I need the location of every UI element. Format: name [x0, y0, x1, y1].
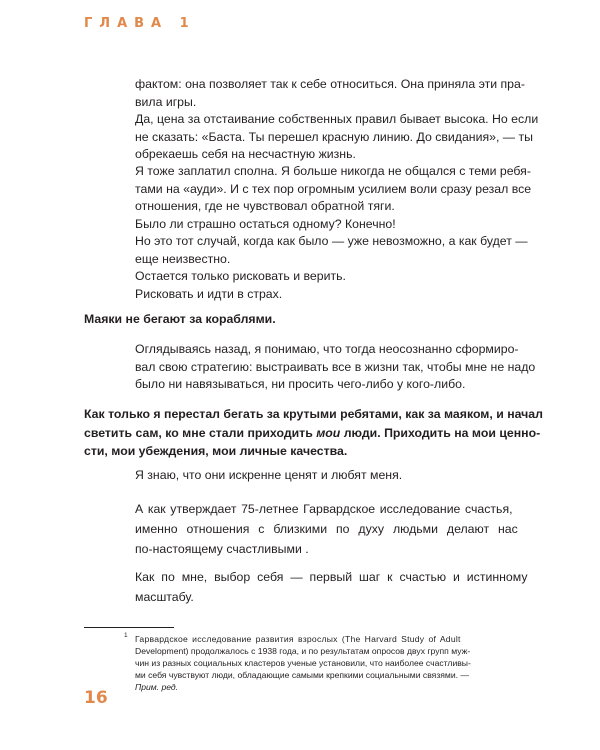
bold-line: сти, мои убеждения, мои личные качества.	[84, 444, 348, 458]
text-line: Как по мне, выбор себя — первый шаг к счастью и истинному	[135, 570, 528, 584]
footnote-marker: 1	[124, 632, 128, 639]
paragraph-5	[135, 499, 518, 559]
bold-quote-block	[84, 405, 543, 461]
paragraph-1	[135, 76, 539, 164]
paragraph-6	[135, 567, 528, 607]
paragraph-4	[135, 467, 515, 485]
text-line: было ни навязываться, ни просить чего-либо у кого-либо.	[135, 377, 466, 391]
footnote-divider	[84, 627, 174, 628]
footnote-line: Development) продолжалось с 1938 года, и по результатам опросов двух групп муж-	[135, 646, 471, 656]
text-line: вал свою стратегию: выстраивать все в жизни так, чтобы мне не надо	[135, 359, 536, 374]
bold-italic-text: мои	[316, 425, 341, 440]
text-line: Оглядываясь назад, я понимаю, что тогда неосознанно сформиро-	[135, 342, 519, 356]
text-line: отношения, где не чувствовал обратной тяги.	[135, 199, 395, 213]
paragraph-2	[135, 163, 532, 303]
footnote-line: ми себя чувствуют люди, обладающие самыми крепкими социальными связями. —	[135, 670, 469, 680]
chapter-header: ГЛАВА 1	[84, 16, 196, 31]
text-line: Я знаю, что они искренне ценят и любят меня.	[135, 468, 403, 482]
text-line: еще неизвестно.	[135, 251, 231, 266]
bold-line	[84, 424, 541, 443]
footnote-line: чин из разных социальных кластеров ученые установили, что наиболее счастливы-	[135, 658, 471, 668]
text-line: по-настоящему счастливыми .	[135, 542, 309, 556]
subheading-text: Маяки не бегают за кораблями.	[84, 312, 276, 326]
bold-text: светить сам, ко мне стали приходить	[84, 425, 317, 440]
footnote-editor-note: Прим. ред.	[135, 682, 179, 692]
bold-line: Как только я перестал бегать за крутыми ребятами, как за маяком, и начал	[84, 407, 543, 421]
text-line: Да, цена за отстаивание собственных правил бывает высока. Но если	[135, 112, 539, 126]
text-line: Рисковать и идти в страх.	[135, 286, 283, 301]
text-line: масштабу.	[135, 590, 194, 604]
text-line: тами на «ауди». И с тех пор огромным усилием воли сразу резал все	[135, 181, 532, 196]
text-line: обрекаешь себя на несчастную жизнь.	[135, 147, 356, 161]
text-line: Было ли страшно остаться одному? Конечно!	[135, 216, 396, 231]
text-line: А как утверждает 75-летнее Гарвардское исследование счастья,	[135, 502, 513, 516]
text-line: именно отношения с близкими по духу людьми делают нас	[135, 522, 518, 536]
paragraph-3	[135, 341, 536, 394]
bold-text: люди. Приходить на мои ценно-	[340, 425, 541, 440]
footnote-line: Гарвардское исследование развития взрослых (The Harvard Study of Adult	[135, 634, 461, 644]
text-line: Остается только рисковать и верить.	[135, 269, 346, 283]
text-line: фактом: она позволяет так к себе относиться. Она приняла эти пра-	[135, 77, 525, 91]
text-line: не сказать: «Баста. Ты перешел красную линию. До свидания», — ты	[135, 129, 533, 144]
text-line: Я тоже заплатил сполна. Я больше никогда не общался с теми ребя-	[135, 164, 531, 178]
footnote	[135, 633, 517, 693]
subheading	[84, 310, 516, 329]
text-line: вила игры.	[135, 94, 197, 109]
text-line: Но это тот случай, когда как было — уже невозможно, а как будет —	[135, 234, 528, 248]
page-number: 16	[84, 688, 108, 708]
